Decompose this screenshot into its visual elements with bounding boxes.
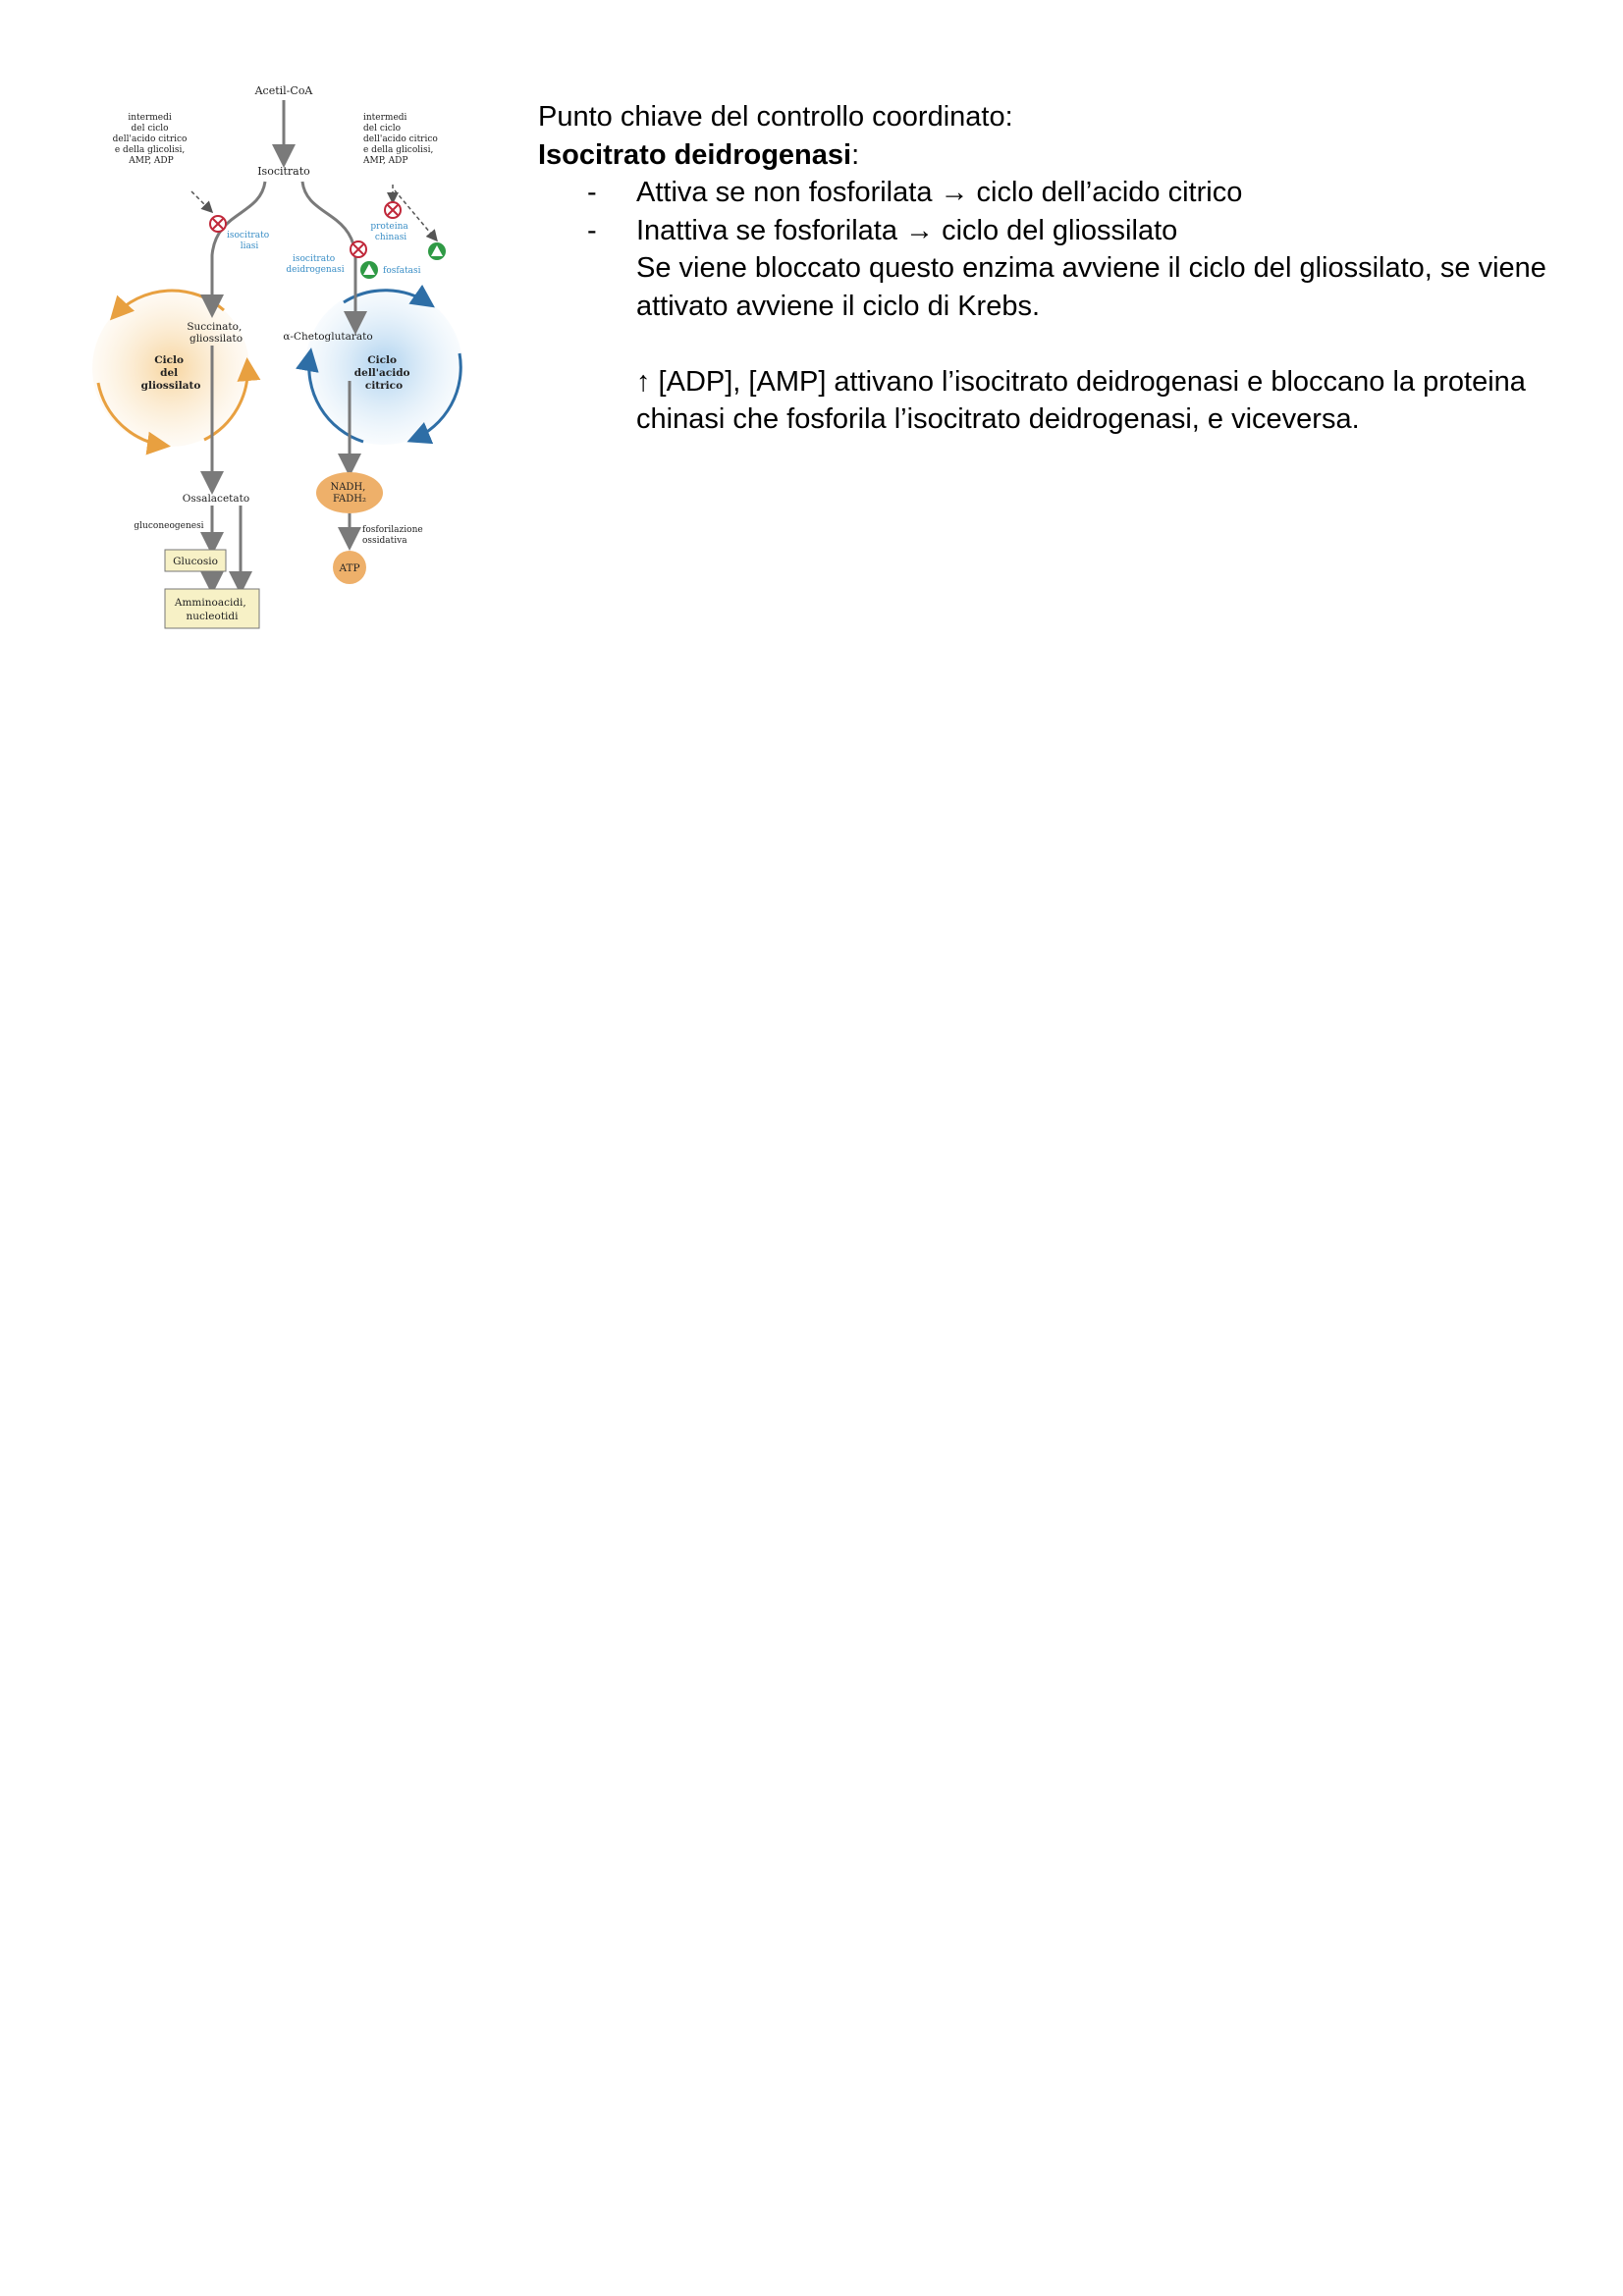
metabolic-diagram (79, 69, 491, 658)
ossalacetato-label: Ossalacetato (182, 493, 250, 505)
enzyme-heading: Isocitrato deidrogenasi (538, 138, 852, 171)
paragraph-krebs: Se viene bloccato questo enzima avviene il ciclo del gliossilato, se viene attivato avviene il ciclo di Krebs. (636, 252, 1546, 322)
intermedi-left-label: intermedi del ciclo dell'acido citrico e della glicolisi, AMP, ADP (112, 113, 188, 166)
bullet-text: Inattiva se fosforilata → ciclo del gliossilato (636, 214, 1178, 246)
bullet-item (538, 174, 1569, 212)
atp-label: ATP (339, 562, 360, 574)
heading-line (538, 136, 1569, 175)
proteina-chinasi-label: proteina chinasi (370, 222, 408, 242)
intro-line: Punto chiave del controllo coordinato: (538, 101, 1013, 133)
glucosio-label: Glucosio (173, 556, 218, 567)
inhibit-icon (385, 202, 401, 218)
isocitrato-label: Isocitrato (257, 165, 310, 178)
spacer (538, 325, 1569, 363)
inhibit-icon (210, 216, 226, 232)
bullet-dash: - (587, 214, 597, 246)
ciclo-citrico-label: Ciclo dell'acido citrico (353, 354, 410, 392)
acetil-coa-label: Acetil-CoA (254, 84, 313, 97)
bullet-text: Attiva se non fosforilata → ciclo dell’acido citrico (636, 177, 1243, 208)
nadh-ellipse (316, 472, 383, 513)
explanation-text (538, 98, 1569, 439)
amminoacidi-box (165, 589, 259, 628)
chetoglutarato-label: α-Chetoglutarato (283, 331, 373, 343)
activate-icon (360, 261, 378, 279)
bullet-item (538, 212, 1569, 250)
amminoacidi-label: Amminoacidi, nucleotidi (174, 597, 246, 622)
nadh-label: NADH, FADH₂ (330, 482, 367, 505)
isocitrato-deidrogenasi-label: isocitrato deidrogenasi (286, 254, 345, 275)
activate-icon (428, 242, 446, 260)
intermedi-right-label: intermedi del ciclo dell'acido citrico e della glicolisi, AMP, ADP (363, 113, 438, 166)
ciclo-gliossilato-label: Ciclo del gliossilato (140, 354, 201, 392)
heading-colon: : (851, 138, 860, 171)
fosfatasi-label: fosfatasi (383, 266, 421, 276)
fosforilazione-label: fosforilazione ossidativa (362, 525, 423, 546)
bullet-dash: - (587, 177, 597, 208)
gluconeogenesi-label: gluconeogenesi (134, 521, 204, 531)
paragraph-regulation: ↑ [ADP], [AMP] attivano l’isocitrato deidrogenasi e bloccano la proteina chinasi che fosforila l’isocitrato deidrogenasi, e viceversa. (636, 365, 1526, 435)
inhibit-icon (351, 241, 366, 257)
isocitrato-liasi-label: isocitrato liasi (226, 231, 270, 251)
succinato-label: Succinato, gliossilato (187, 321, 243, 345)
